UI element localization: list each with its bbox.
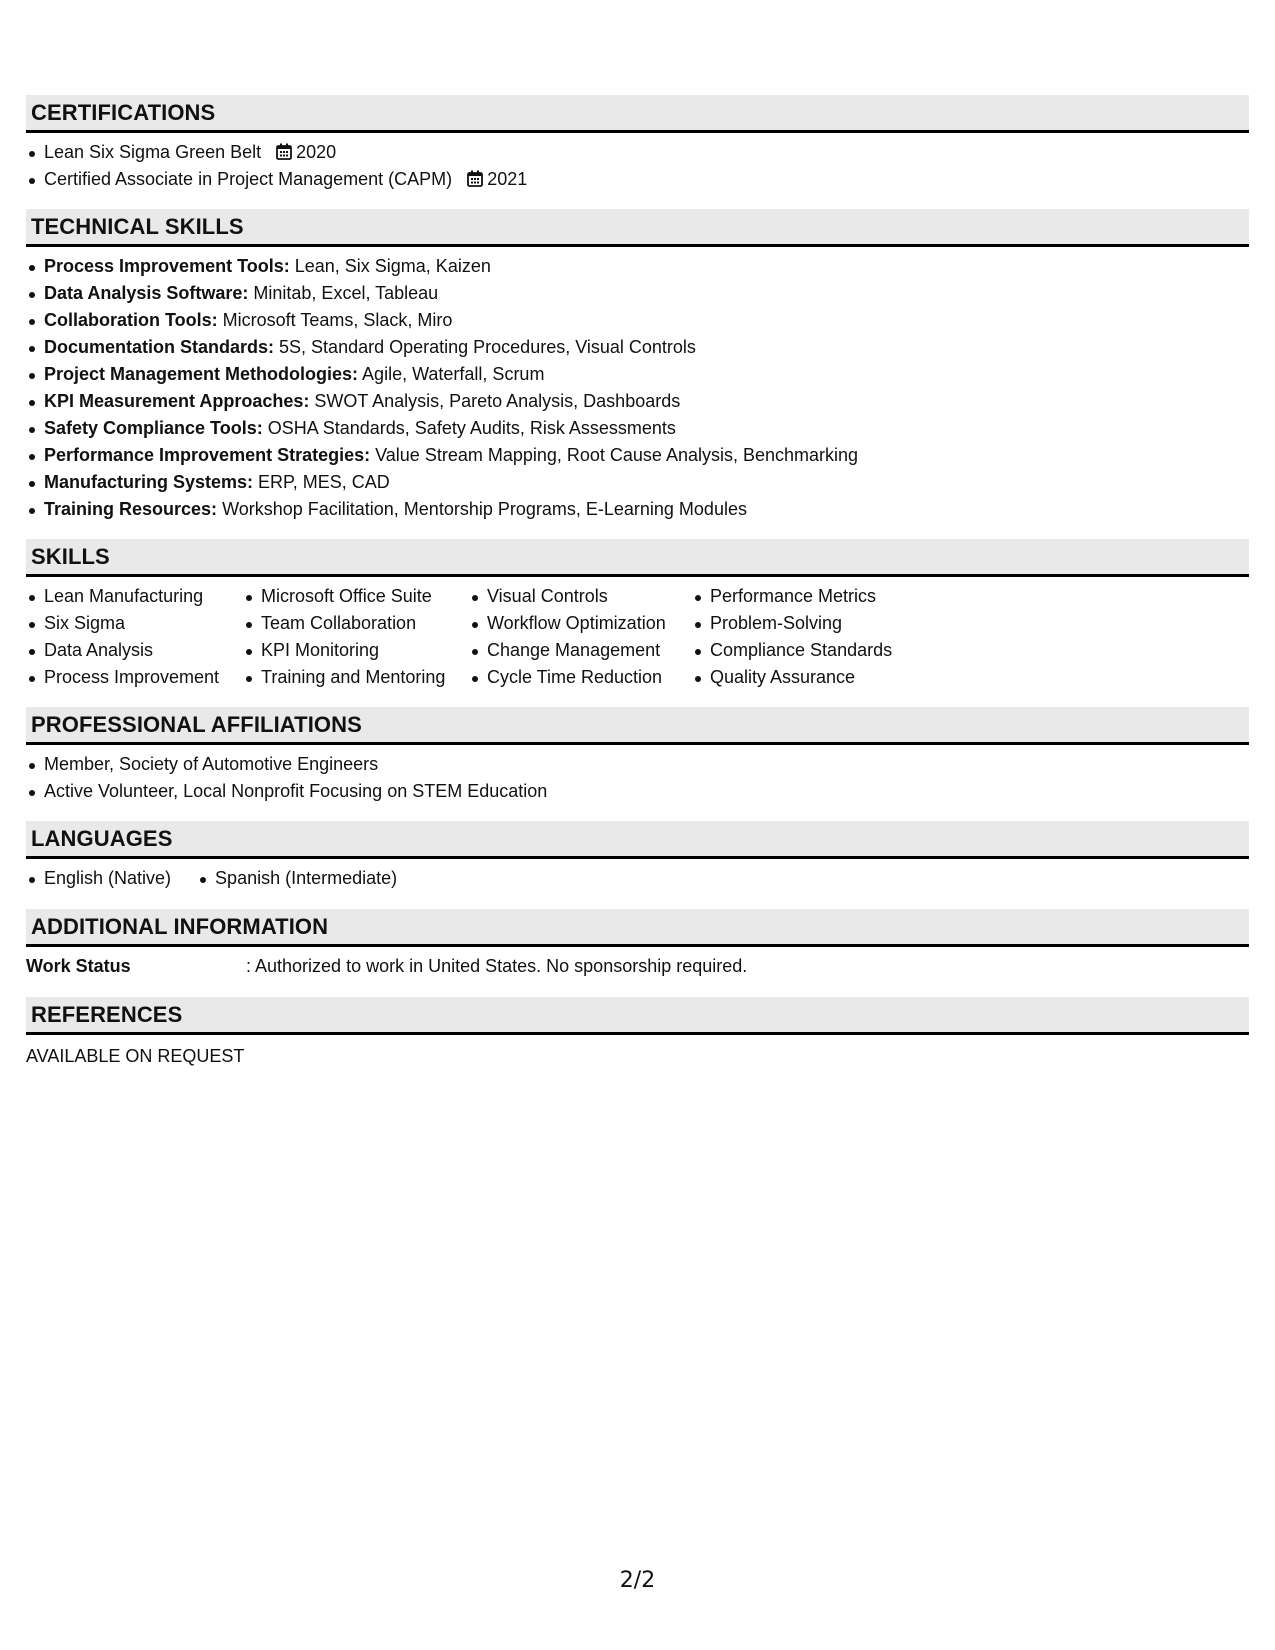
certification-item [26,139,1249,166]
work-status-label: Work Status [26,956,131,976]
skills-column [26,583,243,691]
skill-item: Quality Assurance [692,664,932,691]
certification-year: 2020 [296,142,337,162]
certification-year: 2021 [487,169,528,189]
technical-skills-heading: TECHNICAL SKILLS [26,209,1249,247]
skill-values: Workshop Facilitation, Mentorship Programs, E-Learning Modules [217,499,747,519]
skill-values: OSHA Standards, Safety Audits, Risk Assessments [262,418,676,438]
technical-skill-item [26,253,1249,280]
technical-skill-item [26,415,1249,442]
affiliations-list [26,751,1249,805]
references-heading: REFERENCES [26,997,1249,1035]
technical-skill-item [26,361,1249,388]
skill-item: Problem-Solving [692,610,932,637]
skill-category: Safety Compliance Tools: [44,418,263,438]
skill-values: SWOT Analysis, Pareto Analysis, Dashboards [309,391,681,411]
skill-item: Compliance Standards [692,637,932,664]
languages-list [26,865,1249,892]
skill-item: Team Collaboration [243,610,469,637]
skill-item: Cycle Time Reduction [469,664,692,691]
skill-item: Workflow Optimization [469,610,692,637]
calendar-icon [276,143,292,160]
technical-skill-item [26,442,1249,469]
certifications-list [26,139,1249,193]
technical-skill-item [26,496,1249,523]
skill-item: Change Management [469,637,692,664]
skill-values: 5S, Standard Operating Procedures, Visual Controls [274,337,696,357]
affiliation-item: Member, Society of Automotive Engineers [26,751,1249,778]
skill-values: Value Stream Mapping, Root Cause Analysis, Benchmarking [370,445,859,465]
skill-category: Process Improvement Tools: [44,256,290,276]
skills-column [243,583,469,691]
technical-skills-list [26,253,1249,523]
work-status-value: : Authorized to work in United States. No sponsorship required. [246,956,748,976]
skill-item: Process Improvement [26,664,243,691]
technical-skill-item [26,307,1249,334]
skill-category: Training Resources: [44,499,218,519]
skill-item: KPI Monitoring [243,637,469,664]
technical-skill-item [26,388,1249,415]
certifications-heading: CERTIFICATIONS [26,95,1249,133]
skill-values: Minitab, Excel, Tableau [248,283,439,303]
certification-name: Lean Six Sigma Green Belt [44,142,262,162]
calendar-icon [467,170,483,187]
work-status-row [26,953,1249,980]
skills-column [469,583,692,691]
skill-values: ERP, MES, CAD [253,472,390,492]
skill-item: Six Sigma [26,610,243,637]
skill-category: Project Management Methodologies: [44,364,359,384]
references-text: AVAILABLE ON REQUEST [26,1046,245,1066]
skills-column [692,583,932,691]
skill-category: Documentation Standards: [44,337,275,357]
skill-item: Data Analysis [26,637,243,664]
page-number: 2/2 [619,1568,656,1593]
resume-page [26,95,1249,1070]
technical-skill-item [26,334,1249,361]
technical-skill-item [26,280,1249,307]
affiliations-heading: PROFESSIONAL AFFILIATIONS [26,707,1249,745]
language-item: Spanish (Intermediate) [197,865,397,892]
skill-category: KPI Measurement Approaches: [44,391,310,411]
affiliation-item: Active Volunteer, Local Nonprofit Focusing on STEM Education [26,778,1249,805]
skill-category: Manufacturing Systems: [44,472,254,492]
skills-grid [26,583,1249,691]
certification-name: Certified Associate in Project Management (CAPM) [44,169,453,189]
skill-item: Training and Mentoring [243,664,469,691]
skill-item: Lean Manufacturing [26,583,243,610]
skill-values: Lean, Six Sigma, Kaizen [289,256,491,276]
skill-values: Microsoft Teams, Slack, Miro [217,310,453,330]
language-item: English (Native) [26,865,171,892]
skills-heading: SKILLS [26,539,1249,577]
skill-item: Visual Controls [469,583,692,610]
skill-category: Data Analysis Software: [44,283,249,303]
skill-item: Performance Metrics [692,583,932,610]
skill-category: Performance Improvement Strategies: [44,445,371,465]
skill-category: Collaboration Tools: [44,310,218,330]
languages-heading: LANGUAGES [26,821,1249,859]
additional-info-heading: ADDITIONAL INFORMATION [26,909,1249,947]
skill-item: Microsoft Office Suite [243,583,469,610]
technical-skill-item [26,469,1249,496]
skill-values: Agile, Waterfall, Scrum [358,364,545,384]
certification-item [26,166,1249,193]
